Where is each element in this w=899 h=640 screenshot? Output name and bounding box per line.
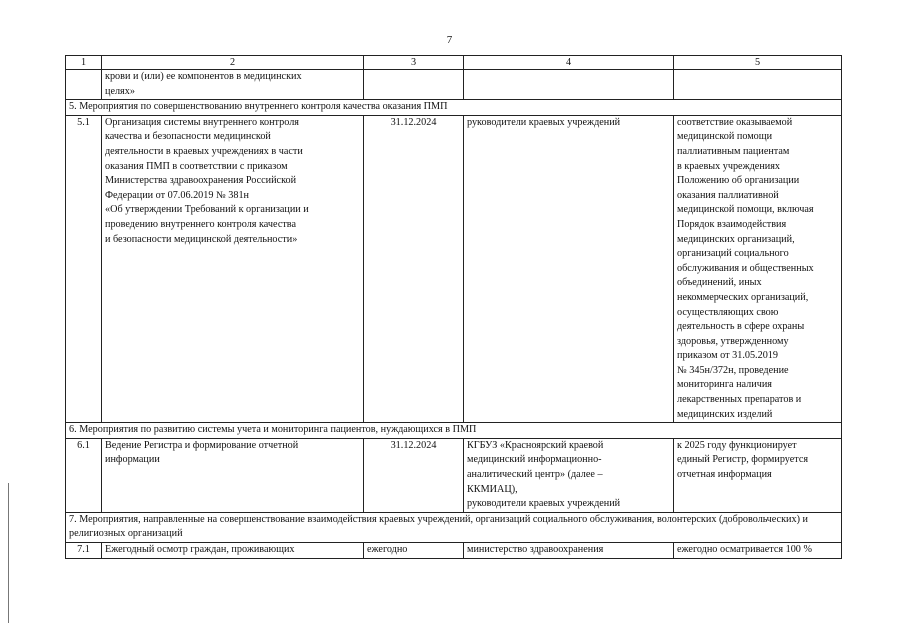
deadline: 31.12.2024 bbox=[364, 115, 464, 422]
deadline: ежегодно bbox=[364, 543, 464, 559]
measure-name: Организация системы внутреннего контроля качества и безопасности медицинской деятельности в краевых учреждениях в части оказания ПМП в соответствии с приказом Министерства здравоохранения Российской Федерации от 07.06.2019 № 381н «Об утверждении Требований к организации и проведению внутреннего контроля качества и безопасности медицинской деятельности» bbox=[102, 115, 364, 422]
measure-name: Ежегодный осмотр граждан, проживающих bbox=[102, 543, 364, 559]
scan-edge-line bbox=[8, 483, 9, 623]
deadline: 31.12.2024 bbox=[364, 438, 464, 512]
responsible: министерство здравоохранения bbox=[464, 543, 674, 559]
column-header-3: 3 bbox=[364, 56, 464, 70]
responsible: руководители краевых учреждений bbox=[464, 115, 674, 422]
responsible: КГБУЗ «Красноярский краевой медицинский информационно- аналитический центр» (далее – ККМИАЦ), руководители краевых учреждений bbox=[464, 438, 674, 512]
column-header-2: 2 bbox=[102, 56, 364, 70]
section-title: 5. Мероприятия по совершенствованию внутреннего контроля качества оказания ПМП bbox=[66, 100, 842, 116]
table-row bbox=[66, 70, 842, 100]
measure-name: крови и (или) ее компонентов в медицинских целях» bbox=[102, 70, 364, 100]
page-number: 7 bbox=[446, 34, 453, 46]
row-number: 5.1 bbox=[66, 115, 102, 422]
row-number: 6.1 bbox=[66, 438, 102, 512]
section-row bbox=[66, 100, 842, 116]
table-row bbox=[66, 438, 842, 512]
expected-result: ежегодно осматривается 100 % bbox=[674, 543, 842, 559]
table-header-row bbox=[66, 56, 842, 70]
row-number: 7.1 bbox=[66, 543, 102, 559]
responsible bbox=[464, 70, 674, 100]
row-number bbox=[66, 70, 102, 100]
section-title: 7. Мероприятия, направленные на совершенствование взаимодействия краевых учреждений, организаций социального обслуживания, волонтерских (добровольческих) и религиозных организаций bbox=[66, 512, 842, 542]
column-header-5: 5 bbox=[674, 56, 842, 70]
column-header-1: 1 bbox=[66, 56, 102, 70]
measures-table bbox=[65, 55, 842, 559]
deadline bbox=[364, 70, 464, 100]
table-row bbox=[66, 543, 842, 559]
section-row bbox=[66, 423, 842, 439]
expected-result bbox=[674, 70, 842, 100]
measure-name: Ведение Регистра и формирование отчетной информации bbox=[102, 438, 364, 512]
section-row bbox=[66, 512, 842, 542]
expected-result: к 2025 году функционирует единый Регистр, формируется отчетная информация bbox=[674, 438, 842, 512]
table-row bbox=[66, 115, 842, 422]
section-title: 6. Мероприятия по развитию системы учета и мониторинга пациентов, нуждающихся в ПМП bbox=[66, 423, 842, 439]
expected-result: соответствие оказываемой медицинской помощи паллиативным пациентам в краевых учреждениях Положению об организации оказания паллиативной медицинской помощи, включая Порядок взаимодействия медицинских организаций, организаций социального обслуживания и общественных объединений, иных некоммерческих организаций, осуществляющих свою деятельность в сфере охраны здоровья, утвержденному приказом от 31.05.2019 № 345н/372н, проведение мониторинга наличия лекарственных препаратов и медицинских изделий bbox=[674, 115, 842, 422]
column-header-4: 4 bbox=[464, 56, 674, 70]
